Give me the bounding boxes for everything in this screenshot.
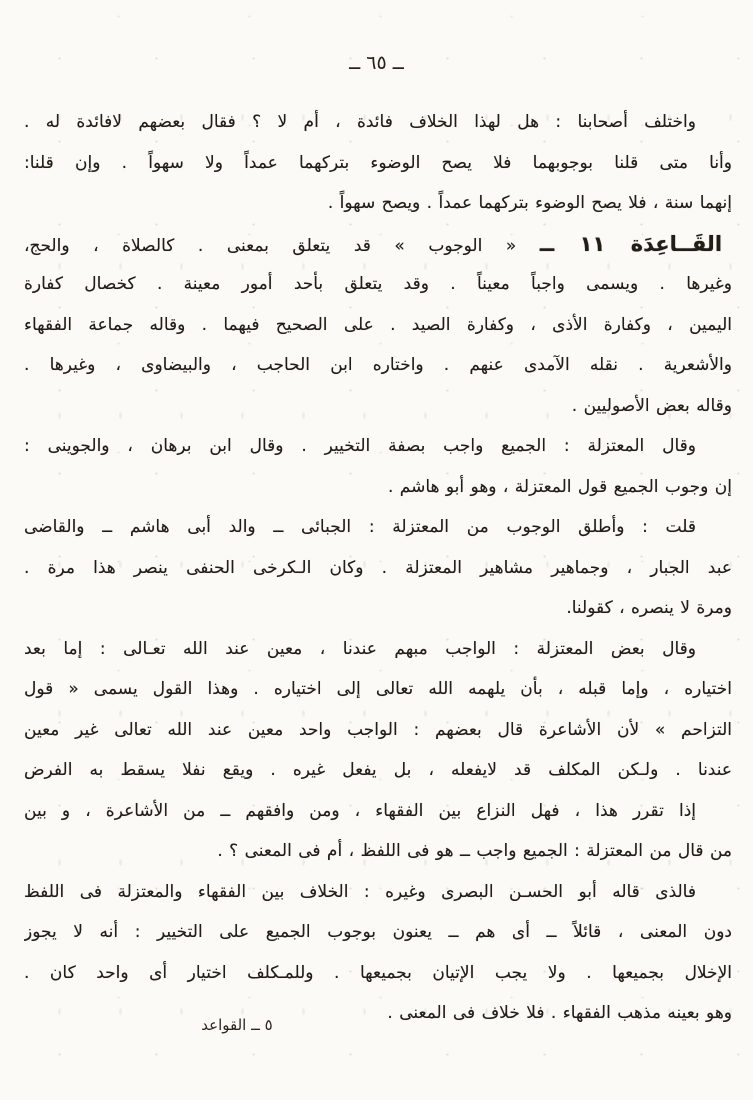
- text-line: واختلف أصحابنا : هل لهذا الخلاف فائدة ، أم لا ؟ فقال بعضهم لافائدة له .: [24, 112, 696, 132]
- text-line: وقال المعتزلة : الجميع واجب بصفة التخيير . وقال ابن برهان ، والجوينى :: [24, 436, 696, 456]
- text-line: وقال بعض المعتزلة : الواجب مبهم عندنا ، معين عند الله تعـالى : إما بعد: [24, 638, 696, 659]
- text-line: من قال من المعتزلة : الجميع واجب ــ هو فى اللفظ ، أم فى المعنى ؟ .: [217, 841, 732, 861]
- text-block: [24, 102, 732, 1034]
- text-line: ومرة لا ينصره ، كقولنا.: [566, 598, 732, 618]
- text-line: وأنا متى قلنا بوجوبهما فلا يصح الوضوء بتركهما عمداً ولا سهواً . وإن قلنا:: [24, 152, 732, 173]
- rule-heading-text: « الوجوب » قد يتعلق بمعنى . كالصلاة ، والحج،: [24, 235, 517, 256]
- text-line: إذا تقرر هذا ، فهل النزاع بين الفقهاء ، ومن وافقهم ــ من الأشاعرة ، و بين: [24, 800, 696, 821]
- text-line: الإخلال بجميعها . ولا يجب الإتيان بجميعها . وللمـكلف اختيار أى واحد كان .: [24, 962, 732, 983]
- page-number: ــ ٦٥ ــ: [349, 52, 404, 74]
- text-line: اختياره ، وإما قبله ، بأن يلهمه الله تعالى إلى اختياره . وهذا القول يسمى « قول: [24, 679, 732, 699]
- text-line: عبد الجبار ، وجماهير مشاهير المعتزلة . وكان الـكرخى الحنفى ينصر هذا مرة .: [24, 557, 732, 578]
- text-line: والأشعرية . نقله الآمدى عنهم . واختاره ابن الحاجب ، والبيضاوى ، وغيرها .: [24, 355, 732, 375]
- text-line: اليمين ، وكفارة الأذى ، وكفارة الصيد . على الصحيح فيهما . وقاله جماعة الفقهاء: [24, 314, 732, 335]
- text-line: فالذى قاله أبو الحسـن البصرى وغيره : الخلاف بين الفقهاء والمعتزلة فى اللفظ: [24, 881, 696, 902]
- text-line: عندنا . ولـكن المكلف قد لايفعله ، بل يفعل غيره . ويقع نفلا يسقط به الفرض: [24, 760, 732, 780]
- text-line: التزاحم » لأن الأشاعرة قال بعضهم : الواجب واحد معين عند الله تعالى غير معين: [24, 719, 732, 740]
- text-line: وقاله بعض الأصوليين .: [571, 395, 732, 416]
- text-line: دون المعنى ، قائلاً ــ أى هم ــ يعنون بوجوب الجميع على التخيير : أنه لا يجوز: [24, 922, 732, 942]
- quire-signature: ٥ ــ القواعد: [201, 1016, 273, 1034]
- text-line: وغيرها . ويسمى واجباً معيناً . وقد يتعلق بأحد أمور معينة . كخصال كفارة: [24, 274, 732, 294]
- text-line: إنهما سنة ، فلا يصح الوضوء بتركهما عمداً . ويصح سهواً .: [327, 193, 732, 213]
- text-line: قلت : وأطلق الوجوب من المعتزلة : الجبائى ــ والد أبى هاشم ــ والقاضى: [24, 517, 696, 537]
- text-line: وهو بعينه مذهب الفقهاء . فلا خلاف فى المعنى .: [387, 1003, 732, 1023]
- text-line: إن وجوب الجميع قول المعتزلة ، وهو أبو هاشم .: [387, 476, 732, 497]
- rule-heading-line: [24, 224, 732, 265]
- rule-number-lead: القَــاعِدَة ١١ ــ: [539, 231, 723, 256]
